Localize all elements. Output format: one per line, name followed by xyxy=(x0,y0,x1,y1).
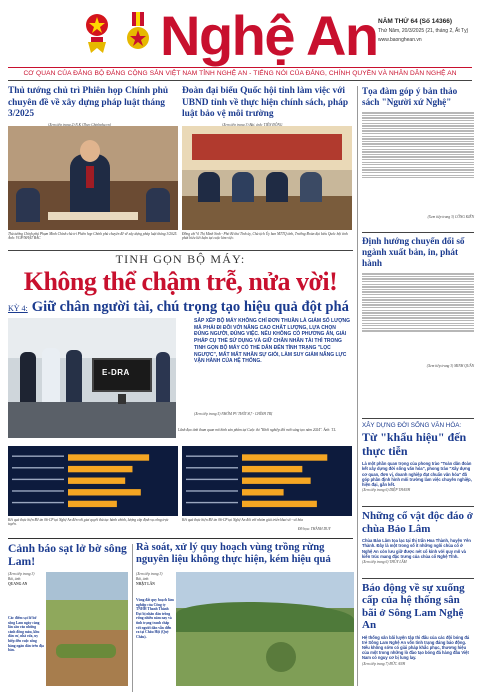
headline[interactable]: Báo động về sự xuống cấp của hệ thống sân bãi ở Sông Lam Nghệ An xyxy=(362,582,465,632)
story-culture-feature[interactable] xyxy=(362,422,474,492)
headline[interactable]: Định hướng chuyển đổi số ngành xuất bản, in, phát hành xyxy=(362,236,465,268)
masthead-rule-bottom xyxy=(8,80,472,81)
chart-left-caption: Kết quả thực hiện Đề án 06-CP tại Nghệ An đến với giai quyết thủ tục hành chính, lượng cấp định vụ công trực tuyến. xyxy=(8,518,169,527)
right-column xyxy=(362,86,474,692)
forest-caption: Vùng đất quy hoạch làm nghiệp của Công ty TNHH Thanh Thành Đạt bị nhân dân trồng rừng nhiều năm nay và tình trạng tranh chấp với người dân vẫn diễn ra tại Châu Hội (Quỳ Châu). xyxy=(136,598,174,639)
chart-bar xyxy=(242,478,311,484)
headline[interactable]: Những cổ vật độc đáo ở chùa Bảo Lâm xyxy=(362,510,473,535)
chart-row-label-placeholder xyxy=(12,502,64,503)
section-label: XÂY DỰNG ĐỜI SỐNG VĂN HÓA: xyxy=(362,422,462,429)
story-riverbank[interactable] xyxy=(8,542,128,692)
divider xyxy=(362,506,474,507)
chart-row-label-placeholder xyxy=(186,502,238,503)
website[interactable]: www.baonghean.vn xyxy=(378,37,422,43)
column-divider xyxy=(357,86,358,686)
pm-photo-caption: Thủ tướng Chính phủ Phạm Minh Chính chủ trì Phiên họp Chính phủ chuyên đề về xây dựng pháp luật tháng 3/2025. Ảnh: VGP/NHẬT BẮC xyxy=(8,232,178,241)
credit: (Xem tiếp trang 6) DIỆP THANH xyxy=(362,488,411,493)
credit: (Xem tiếp trang 2) N.K (Theo Chinhphu.vn) xyxy=(48,122,111,127)
chart-bar xyxy=(68,478,125,484)
party-emblem-icon xyxy=(82,12,112,54)
issue-date: Thứ Năm, 20/3/2025 (21, tháng 2, Ất Tỵ) xyxy=(378,28,469,34)
issue-number: NĂM THỨ 64 (Số 14366) xyxy=(378,18,453,25)
riverbank-photo xyxy=(46,572,128,686)
chart-right-caption: Kết quả thực hiện Đề án 06-CP tại Nghệ An đối với nhóm giải triển khai số - số hóa xyxy=(182,518,304,522)
chart-row-label-placeholder xyxy=(186,479,238,480)
lead: Hệ thống sân bãi luyện tập thi đấu của các đội bóng đá trẻ Sông Lam Nghệ An vốn tình trạng đáng báo động. Nếu không sớm có giải pháp khắc phục, thương hiệu của một trong những lò đào tạo bóng đá hàng đầu Việt Nam có nguy cơ bị lung lay. xyxy=(362,634,470,661)
chart-bar xyxy=(68,489,141,495)
credit: (Xem tiếp trang 3) CÔNG KIÊN xyxy=(427,215,474,219)
chart-bar xyxy=(242,501,317,507)
main-lead: SẮP XẾP BỘ MÁY KHÔNG CHỈ ĐƠN THUẦN LÀ GIẢM SỐ LƯỢNG MÀ PHẢI ĐI ĐÔI VỚI NÂNG CAO CHẤT LƯỢNG, LỰA CHỌN ĐÚNG NGƯỜI, ĐÚNG VIỆC. NẾU KHÔNG CÓ PHƯƠNG ÁN, GIẢI PHÁP CỤ THỂ SỬ DỤNG VÀ GIỮ CHÂN NHÂN TÀI THÌ TRONG TINH GỌN BỘ MÁY CÓ THỂ DẪN ĐẾN TÌNH TRẠNG "LỌC NGƯỢC", MẤT MẤT NHÂN SỰ GIỎI, LÀM SUY GIẢM NĂNG LỰC VẬN HÀNH CỦA HỆ THỐNG. xyxy=(194,318,351,365)
body-text xyxy=(362,111,474,215)
chart-right xyxy=(182,446,352,516)
meeting-photo xyxy=(182,126,352,230)
main-headline[interactable]: Không thể chậm trễ, nửa vời! xyxy=(23,267,338,296)
masthead-logo: Nghệ An xyxy=(160,4,378,67)
masthead-rule xyxy=(8,67,472,68)
credit: (Xem tiếp trang 3) Bài, ảnh: QUANG AN xyxy=(8,572,35,586)
lead: Là một phần quan trọng của phong trào "Toàn dân đoàn kết xây dựng đời sống văn hóa", phong trào "Xây dựng cơ quan, đơn vị, doanh nghiệp đạt chuẩn văn hóa" đã góp phần định hình môi trường làm việc chuyên nghiệp, hiện đại, gắn kết. xyxy=(362,461,472,487)
divider xyxy=(8,538,353,539)
riverbank-caption: Các điểm sạt lở bờ sông Lam ngày càng lấn sâu vào những cánh đồng màu, khu dân cư, nhà cửa, uy hiếp đến cuộc sống hàng ngàn dân trên địa bàn. xyxy=(8,616,44,653)
pm-photo xyxy=(8,126,178,230)
lead: Chùa Bảo Lâm tọa lạc tại thị trấn Hoa Thành, huyện Yên Thành. Đây là một trong số ít những ngôi chùa cổ ở Nghệ An còn lưu giữ được nét cổ kính với quy mô và kiến trúc mang đặc trưng của chùa cổ Nghệ Tĩnh. xyxy=(362,538,471,559)
photo-screen-label: E-DRA xyxy=(102,368,130,377)
chart-bar xyxy=(68,466,132,472)
main-credit: (Xem tiếp trang 5) NHÓM PV THỜI SỰ - CHÍNH TRỊ xyxy=(194,412,273,416)
story-prime-minister[interactable] xyxy=(8,86,178,246)
chart-row-label-placeholder xyxy=(12,467,64,468)
credit: (Xem tiếp trang 3) Bài, ảnh: TIẾN ĐÔNG xyxy=(222,122,283,127)
chart-bar xyxy=(68,454,149,460)
story-song-lam[interactable] xyxy=(362,582,474,666)
part-label: KỲ 4: xyxy=(8,304,28,313)
medal-icon xyxy=(125,12,151,54)
column-divider xyxy=(132,544,133,692)
story-digital-transformation[interactable] xyxy=(362,236,474,368)
story-pagoda[interactable] xyxy=(362,510,474,564)
story-forest-planning[interactable] xyxy=(136,542,354,692)
divider xyxy=(362,578,474,579)
divider xyxy=(362,418,474,419)
chart-row-label-placeholder xyxy=(12,479,64,480)
chart-row-label-placeholder xyxy=(12,455,64,456)
credit: (Xem tiếp trang 3) Bài, ảnh: NHẬT LÂN xyxy=(136,572,163,586)
headline[interactable]: Từ "khẩu hiệu" đến thực tiễn xyxy=(362,430,467,458)
headline[interactable]: Tọa đàm góp ý bản thảo sách "Người xứ Nghệ" xyxy=(362,86,458,107)
main-story[interactable] xyxy=(8,252,353,552)
chart-row-label-placeholder xyxy=(186,467,238,468)
forest-photo xyxy=(176,572,354,686)
divider xyxy=(8,250,353,251)
headline[interactable]: Cảnh báo sạt lở bờ sông Lam! xyxy=(8,542,127,568)
credit: (Xem tiếp trang 7) ĐỨC ANH xyxy=(362,661,406,666)
credit: (Xem tiếp trang 6) THÙY LÂM xyxy=(362,560,407,564)
chart-bar xyxy=(242,454,327,460)
credit: (Xem tiếp trang 3) MINH QUÂN xyxy=(426,364,474,368)
startup-photo-caption: Lãnh đạo tỉnh tham quan mô hình sản phẩm tại Cuộc thi "Khởi nghiệp đổi mới sáng tạo năm 2024". Ảnh: T.L xyxy=(178,428,336,432)
main-kicker: TINH GỌN BỘ MÁY: xyxy=(115,252,246,266)
headline[interactable]: Thủ tướng chủ trì Phiên họp Chính phủ chuyên đề về xây dựng pháp luật tháng 3/2025 xyxy=(8,86,169,119)
chart-row-label-placeholder xyxy=(186,455,238,456)
chart-row-label-placeholder xyxy=(186,490,238,491)
chart-source: Đồ họa: THÀNH DUY xyxy=(298,527,331,531)
chart-bar xyxy=(68,501,117,507)
headline[interactable]: Rà soát, xử lý quy hoạch vùng trồng rừng nguyên liệu không thực hiện, kém hiệu quả xyxy=(136,542,331,566)
chart-row-label-placeholder xyxy=(12,490,64,491)
meeting-photo-caption: Đồng chí Vi Thị Minh Sinh - Phó Bí thư Tỉnh ủy, Chủ tịch Ủy ban MTTQ tỉnh, Trưởng Đoàn đại biểu Quốc hội tỉnh phát biểu kết luận tại cuộc làm việc. xyxy=(182,232,348,241)
divider xyxy=(362,232,474,233)
chart-left xyxy=(8,446,178,516)
startup-photo xyxy=(8,318,176,438)
subheadline[interactable]: Giữ chân người tài, chú trọng tạo hiệu quả đột phá xyxy=(31,299,349,315)
chart-bar xyxy=(242,466,302,472)
masthead xyxy=(0,0,480,78)
story-book-seminar[interactable] xyxy=(362,86,474,219)
story-national-assembly[interactable] xyxy=(182,86,352,246)
headline[interactable]: Đoàn đại biểu Quốc hội tỉnh làm việc với UBND tỉnh về thực hiện chính sách, pháp luật bảo vệ môi trường xyxy=(182,86,349,119)
org-line: CƠ QUAN CỦA ĐẢNG BỘ ĐẢNG CỘNG SẢN VIỆT NAM TỈNH NGHỆ AN - TIẾNG NÓI CỦA ĐẢNG, CHÍNH QUYỀN VÀ NHÂN DÂN NGHỆ AN xyxy=(23,70,457,77)
chart-bar xyxy=(242,489,284,495)
subheadline-row xyxy=(8,299,353,316)
body-text xyxy=(362,272,474,364)
